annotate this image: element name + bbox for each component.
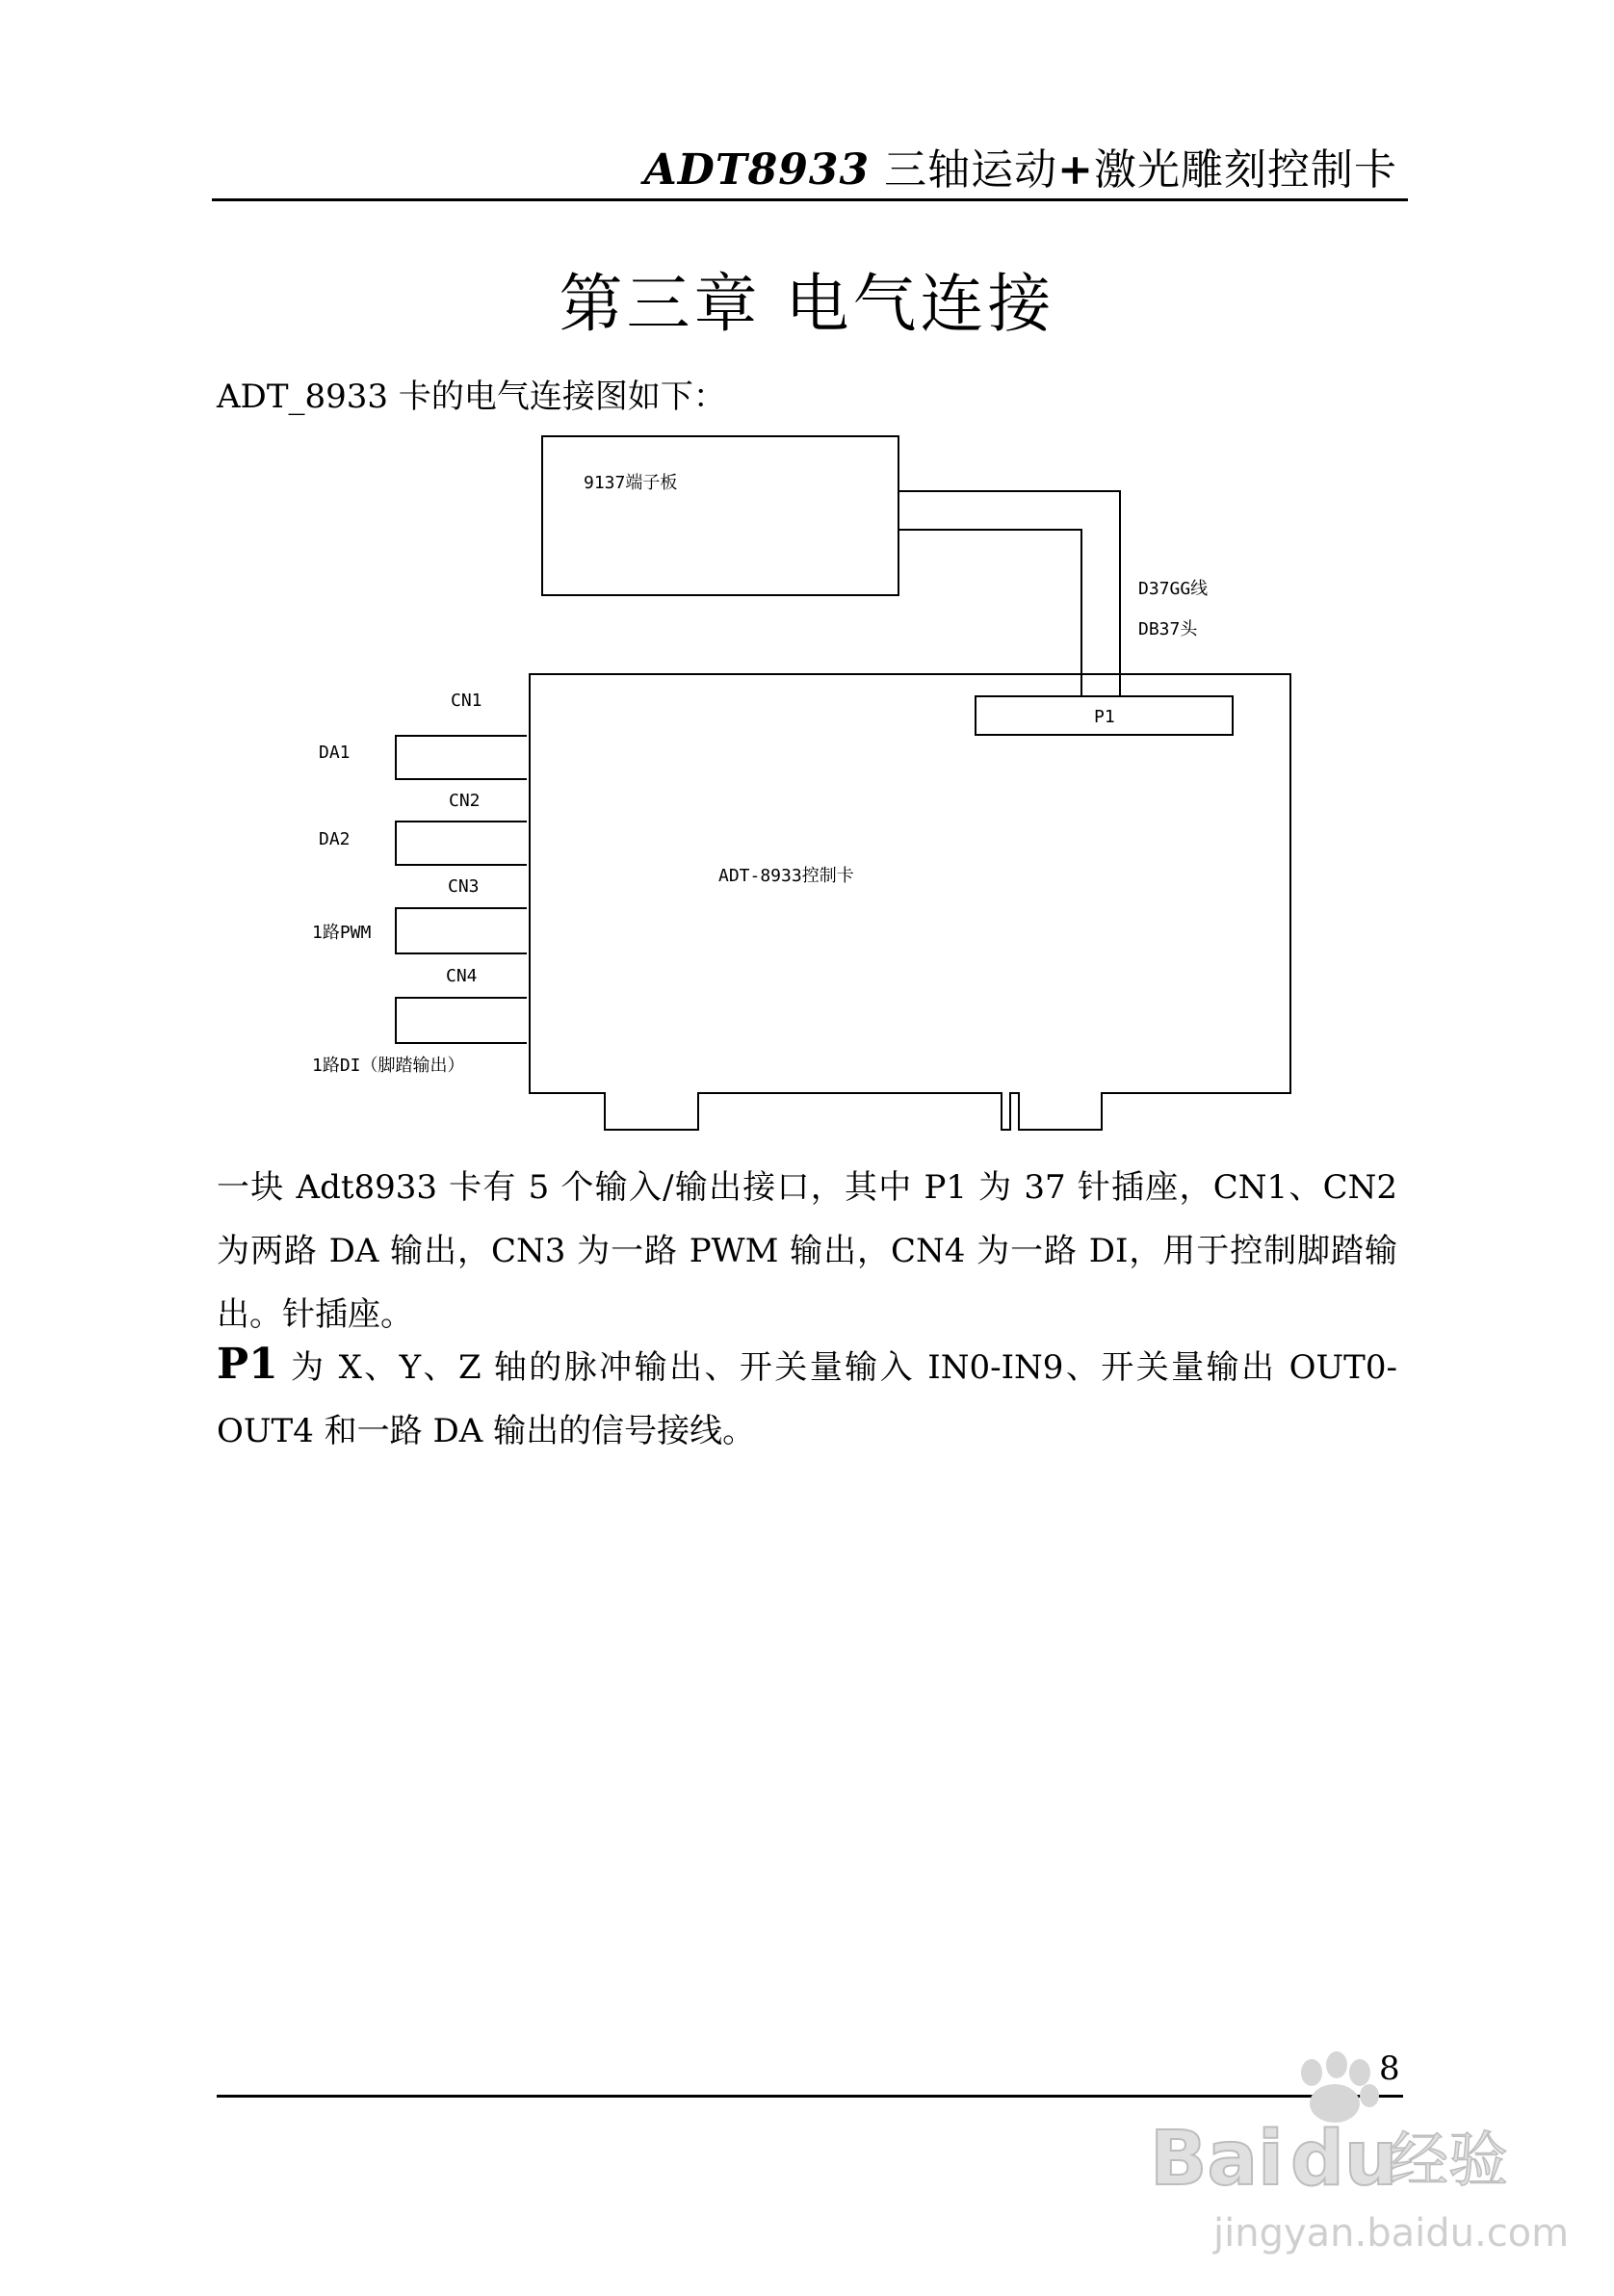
- header-rule: [212, 198, 1408, 201]
- header-title-b: 激光雕刻控制卡: [1094, 145, 1397, 195]
- cn4-connector: [396, 998, 527, 1043]
- da2-label: DA2: [319, 829, 351, 849]
- chapter-title: 第三章 电气连接: [559, 267, 1055, 341]
- cable-line-inner: [898, 530, 1081, 696]
- cable-line-outer: [898, 491, 1120, 696]
- paragraph-p1: [217, 1333, 1397, 1463]
- page-number: 8: [1379, 2049, 1400, 2088]
- da1-label: DA1: [319, 743, 351, 763]
- cn2-label: CN2: [449, 791, 481, 811]
- header-plus: +: [1057, 145, 1094, 195]
- cn1-label: CN1: [451, 691, 482, 711]
- cn1-connector: [396, 736, 527, 779]
- cn2-connector: [396, 822, 527, 865]
- card-label: ADT-8933控制卡: [718, 866, 854, 886]
- pwm-label: 1路PWM: [312, 923, 372, 943]
- cn3-label: CN3: [448, 876, 480, 897]
- p1-bold-label: P1: [217, 1340, 278, 1389]
- watermark-brand: Bai: [1150, 2116, 1284, 2203]
- cn3-connector: [396, 908, 527, 953]
- paw-icon: [1301, 2051, 1379, 2123]
- terminal-board-box: [542, 436, 898, 595]
- header-title: [644, 135, 1397, 196]
- watermark-cn: 经验: [1389, 2125, 1509, 2195]
- header-model: ADT8933: [643, 145, 871, 195]
- connector-label: DB37头: [1138, 619, 1198, 639]
- terminal-board-label: 9137端子板: [584, 473, 678, 493]
- wiring-diagram: [299, 429, 1300, 1141]
- watermark-brand2: du: [1290, 2116, 1398, 2203]
- p1-description: 为 X、Y、Z 轴的脉冲输出、开关量输入 IN0-IN9、开关量输出 OUT0-OUT4 和一路 DA 输出的信号接线。: [217, 1348, 1397, 1450]
- paragraph-interfaces: 一块 Adt8933 卡有 5 个输入/输出接口，其中 P1 为 37 针插座，CN1、CN2 为两路 DA 输出，CN3 为一路 PWM 输出，CN4 为一路 DI，用于控制脚踏输出。针插座。: [217, 1168, 1397, 1334]
- cn4-label: CN4: [446, 966, 478, 986]
- watermark-url: jingyan.baidu.com: [1213, 2211, 1570, 2256]
- baidu-watermark: [1146, 2051, 1570, 2283]
- header-title-a: 三轴运动: [870, 145, 1058, 195]
- cable-label: D37GG线: [1138, 579, 1209, 599]
- di-label: 1路DI（脚踏输出）: [312, 1056, 465, 1076]
- card-outline: [530, 674, 1290, 1130]
- p1-label: P1: [1094, 707, 1115, 727]
- intro-text: ADT_8933 卡的电气连接图如下：: [217, 378, 726, 416]
